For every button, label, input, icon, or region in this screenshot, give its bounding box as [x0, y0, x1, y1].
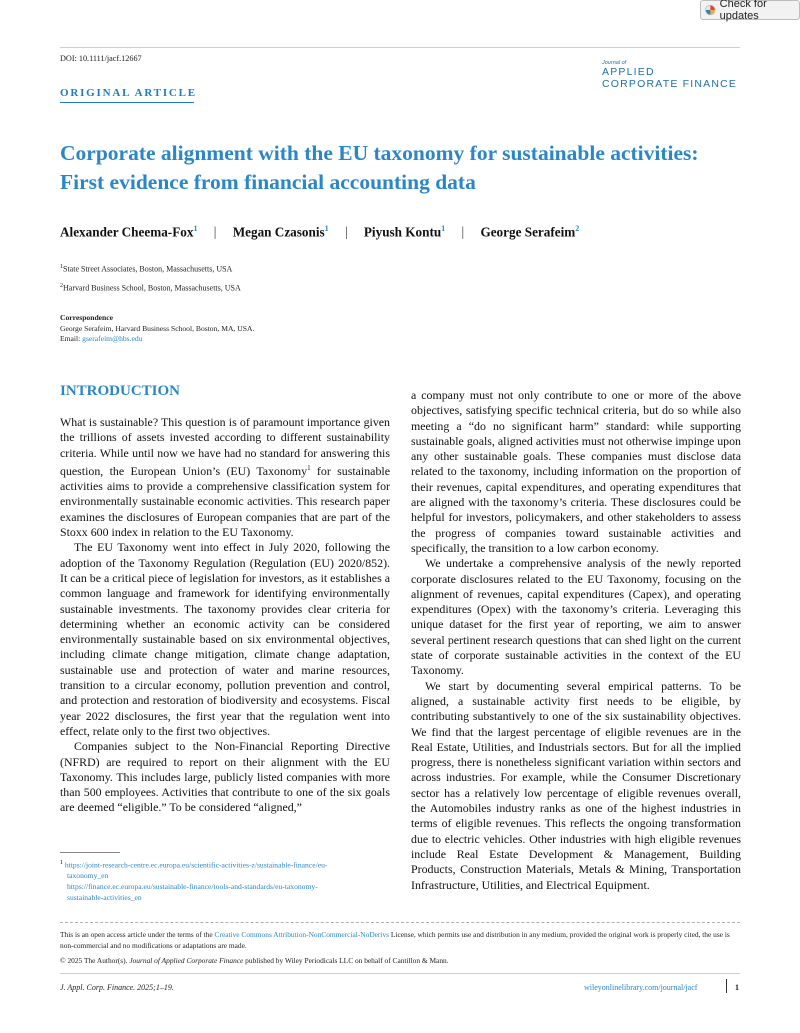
affiliation [60, 264, 232, 274]
footnote-ref[interactable]: 1 [307, 463, 311, 472]
footnote-number: 1 [60, 860, 63, 866]
license-link[interactable]: Creative Commons Attribution-NonCommercial-NoDerivs [214, 930, 390, 939]
author-name: Piyush Kontu [363, 224, 442, 240]
page-number: 1 [735, 983, 739, 992]
correspondence [60, 313, 254, 345]
copyright-journal: Journal of Applied Corporate Finance [129, 956, 244, 965]
paragraph-text: for sustainable activities aims to provide a comprehensive classification system for environmentally sustainable economic activities. This research paper examines the disclosures of European companies that are part of the Stoxx 600 index in relation to the EU Taxonomy. [60, 463, 390, 540]
left-column [60, 415, 390, 816]
paragraph-text: What is sustainable? This question is of paramount importance given the trillions of assets invested according to different sustainability criteria. While until now we have had no standard for answering this question, the European Union’s (EU) Taxonomy [60, 415, 390, 478]
author-list [60, 224, 579, 240]
email-label: Email: [60, 334, 83, 343]
doi: DOI: 10.1111/jacf.12667 [60, 54, 142, 63]
author-name: Megan Czasonis [232, 224, 325, 240]
page-number-divider [726, 979, 727, 993]
article-type-rule [60, 102, 194, 103]
footnotes [60, 858, 390, 904]
footnote-link-cont[interactable]: sustainable-activities_en [67, 892, 142, 902]
author-name: Alexander Cheema-Fox [60, 224, 194, 240]
footnote-rule [60, 852, 120, 853]
journal-logo-line2: CORPORATE FINANCE [602, 78, 738, 90]
author-affiliation-ref[interactable]: 2 [575, 224, 580, 233]
article-type: ORIGINAL ARTICLE [60, 87, 197, 99]
footnote-link[interactable]: https://joint-research-centre.ec.europa.eu/scientific-activities-z/sustainable-finance/eu- [64, 860, 328, 870]
footnote-link[interactable]: https://finance.ec.europa.eu/sustainable-finance/tools-and-standards/eu-taxonomy- [67, 882, 318, 892]
paragraph: The EU Taxonomy went into effect in July 2020, following the adoption of the Taxonomy Regulation (Regulation (EU) 2020/852). It can be a critical piece of legislation for investors, as it establishes a common language and framework for identifying environmentally sustainable investments. The taxonomy provides clear criteria for determining whether an economic activity can be considered environmentally sustainable based on six environmental objectives, including climate change mitigation, climate change adaptation, sustainable use and protection of water and marine resources, transition to a circular economy, pollution prevention and control, and protection and restoration of biodiversity and ecosystems. Fiscal year 2022 disclosures, the first year that the regulation went into effect, relate only to the first two objectives. [60, 540, 390, 738]
affiliation-number: 2 [60, 283, 63, 289]
journal-logo-line1: APPLIED [602, 66, 655, 78]
article-title-line2: First evidence from financial accounting data [60, 170, 476, 194]
crossmark-icon [705, 4, 716, 16]
correspondence-line: George Serafeim, Harvard Business School, Boston, MA, USA. [60, 323, 255, 333]
article-title [60, 139, 750, 197]
license-text: License, which permits use and distribution in any medium, provided the original work is properly cited, the use is non-commercial and no modifications or adaptations are made. [60, 930, 730, 950]
email-link[interactable]: gserafeim@hbs.edu [82, 334, 143, 343]
footer-rule [60, 973, 740, 974]
author-affiliation-ref[interactable]: 1 [324, 224, 329, 233]
article-title-line1: Corporate alignment with the EU taxonomy for sustainable activities: [60, 141, 699, 165]
license-notice [60, 929, 742, 951]
paragraph: a company must not only contribute to one or more of the above objectives, satisfying specific technical criteria, but do so while also meeting a “do no significant harm” standard: while supporting sustainable goals, aligned activities must not otherwise impinge upon any other sustainable goals. These companies must disclose data related to the taxonomy, including information on the proportion of their revenues, capital expenditures, and operating expenditures that are aligned with the taxonomy’s criteria. These disclosures could be helpful for investors, policymakers, and other stakeholders to assess the progress of companies toward sustainable activities and specifically, the transition to a low carbon economy. [411, 388, 741, 555]
right-column [411, 388, 741, 893]
author-separator: | [344, 224, 348, 240]
license-rule [60, 922, 740, 923]
affiliation-number: 1 [60, 264, 63, 270]
affiliation-text: State Street Associates, Boston, Massachusetts, USA [63, 264, 233, 274]
check-for-updates-button[interactable] [700, 0, 800, 20]
copyright-text: © 2025 The Author(s). [60, 956, 130, 965]
author-separator: | [213, 224, 217, 240]
footnote-link-cont[interactable]: taxonomy_en [67, 871, 109, 881]
author-affiliation-ref[interactable]: 1 [441, 224, 446, 233]
copyright-text: published by Wiley Periodicals LLC on behalf of Cantillon & Mann. [243, 956, 449, 965]
journal-citation: J. Appl. Corp. Finance. 2025;1–19. [60, 983, 174, 992]
paragraph [60, 415, 390, 540]
license-text: This is an open access article under the terms of the [60, 930, 215, 939]
author-separator: | [461, 224, 465, 240]
footnote [60, 858, 390, 871]
affiliation-text: Harvard Business School, Boston, Massachusetts, USA [63, 283, 241, 293]
paragraph: We undertake a comprehensive analysis of the newly reported corporate disclosures related to the EU Taxonomy, focusing on the alignment of revenues, capital expenditures (Capex), and operating expenditures (Opex) with the taxonomy’s criteria. Leveraging this unique dataset for the first year of reporting, we aim to answer several pertinent research questions that can shed light on the current state of corporate sustainable activities in the context of the EU Taxonomy. [411, 556, 741, 678]
paragraph: We start by documenting several empirical patterns. To be aligned, a sustainable activity first needs to be eligible, by contributing substantively to one of the six sustainability objectives. We find that the largest percentage of eligible revenues are in the Real Estate, Utilities, and Industrials sectors. But for all the implied progress, there is nonetheless significant variation within sectors and across industries. For example, while the Consumer Discretionary sector has a relatively low percentage of eligible revenues overall, the Automobiles industry ranks as one of the highest industries in terms of eligible revenues. This reflects the ongoing transformation due to electric vehicles. Other industries with high eligible revenues include Real Estate Development & Management, Building Products, Construction Materials, Metals & Mining, Transportation Infrastructure, Utilities, and Electrical Equipment. [411, 678, 741, 892]
journal-logo-prefix: Journal of [602, 60, 627, 66]
correspondence-heading: Correspondence [60, 313, 114, 322]
affiliation [60, 283, 241, 293]
section-heading-introduction: INTRODUCTION [60, 383, 181, 399]
journal-logo [602, 60, 737, 90]
copyright-notice [60, 956, 742, 965]
correspondence-email-row [60, 334, 254, 345]
header-rule [60, 47, 740, 48]
check-for-updates-label: Check for updates [719, 0, 767, 22]
author-affiliation-ref[interactable]: 1 [193, 224, 198, 233]
journal-url-link[interactable]: wileyonlinelibrary.com/journal/jacf [584, 983, 698, 992]
author-name: George Serafeim [480, 224, 576, 240]
paragraph: Companies subject to the Non-Financial Reporting Directive (NFRD) are required to report on their alignment with the EU Taxonomy. This includes large, publicly listed companies with more than 500 employees. Activities that contribute to one of the six goals are deemed “eligible.” To be considered “aligned,” [60, 739, 390, 815]
